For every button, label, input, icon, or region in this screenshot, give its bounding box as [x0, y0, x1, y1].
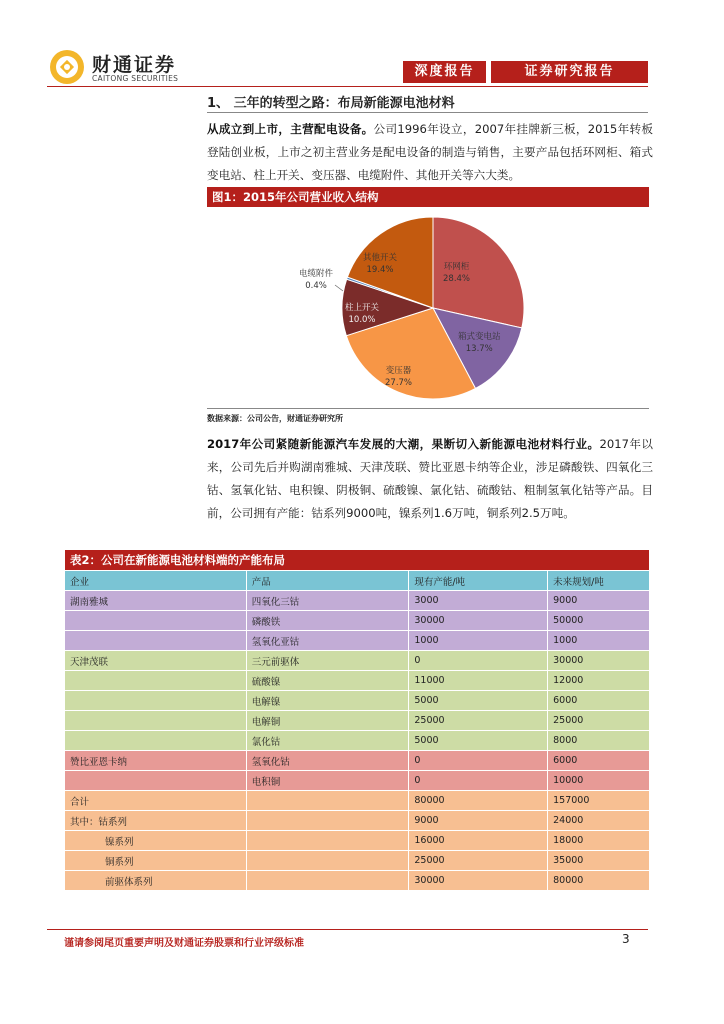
table-cell: 合计: [65, 791, 247, 811]
table-cell: [65, 731, 247, 751]
table-cell: 12000: [548, 671, 650, 691]
table-cell: 三元前驱体: [246, 651, 409, 671]
table-row: [65, 771, 650, 791]
table-cell: 天津茂联: [65, 651, 247, 671]
pie-label-pole-switch: 柱上开关 10.0%: [345, 303, 380, 325]
figure-1-title: 图1：2015年公司营业收入结构: [207, 187, 649, 207]
table-row: [65, 871, 650, 891]
table-cell: 0: [409, 751, 548, 771]
table-cell: 1000: [548, 631, 650, 651]
figure-source: 数据来源：公司公告，财通证券研究所: [207, 414, 343, 423]
table-header-row: [65, 571, 650, 591]
table-cell: 磷酸铁: [246, 611, 409, 631]
pie-label-ring-main-unit: 环网柜 28.4%: [443, 262, 471, 284]
table-cell: 24000: [548, 811, 650, 831]
page-number: 3: [622, 932, 630, 946]
company-logo: [48, 48, 188, 88]
table-row: [65, 851, 650, 871]
table-row: [65, 711, 650, 731]
caitong-logo-icon: [48, 48, 86, 86]
table-cell: [65, 711, 247, 731]
table-cell: 铜系列: [65, 851, 247, 871]
table-cell: [246, 791, 409, 811]
header-divider: [47, 86, 648, 87]
table-cell: 湖南雅城: [65, 591, 247, 611]
table-row: [65, 651, 650, 671]
table-cell: 80000: [409, 791, 548, 811]
table-cell: 电解铜: [246, 711, 409, 731]
table-cell: 氢氧化亚钴: [246, 631, 409, 651]
table-cell: [246, 811, 409, 831]
table-row: [65, 731, 650, 751]
table-row: [65, 611, 650, 631]
table-cell: 80000: [548, 871, 650, 891]
table-cell: [65, 671, 247, 691]
table-cell: 30000: [409, 871, 548, 891]
table-cell: 0: [409, 771, 548, 791]
table-cell: 5000: [409, 691, 548, 711]
table-cell: [246, 851, 409, 871]
table-cell: 0: [409, 651, 548, 671]
table-cell: [65, 631, 247, 651]
pie-label-transformer: 变压器 27.7%: [385, 366, 413, 388]
table-cell: [65, 691, 247, 711]
table-cell: 18000: [548, 831, 650, 851]
table-cell: [65, 771, 247, 791]
logo-chinese-name: 财通证券: [92, 54, 177, 76]
report-category-tab: 证券研究报告: [491, 61, 648, 83]
table-cell: 30000: [548, 651, 650, 671]
table-cell: 16000: [409, 831, 548, 851]
table-cell: 50000: [548, 611, 650, 631]
section-divider: [207, 112, 648, 113]
table-cell: 25000: [409, 851, 548, 871]
table-row: [65, 671, 650, 691]
table-header-cell: 未来规划/吨: [548, 571, 650, 591]
paragraph-1-body: 公司1996年设立，2007年挂牌新三板，2015年转板登陆创业板，上市之初主营业务是配电设备的制造与销售，主要产品包括环网柜、箱式变电站、柱上开关、变压器、电缆附件、其他开关等六大类。: [207, 122, 653, 182]
table-row: [65, 811, 650, 831]
paragraph-2: [207, 433, 653, 525]
table-header-cell: 现有产能/吨: [409, 571, 548, 591]
report-type-tab: 深度报告: [403, 61, 486, 83]
table-cell: 25000: [409, 711, 548, 731]
table-row: [65, 831, 650, 851]
table-cell: 6000: [548, 751, 650, 771]
table-cell: 镍系列: [65, 831, 247, 851]
table-title: 表2：公司在新能源电池材料端的产能布局: [65, 550, 650, 571]
table-cell: 电积铜: [246, 771, 409, 791]
table-cell: 前驱体系列: [65, 871, 247, 891]
table-cell: 6000: [548, 691, 650, 711]
table-cell: 电解镍: [246, 691, 409, 711]
table-cell: [246, 831, 409, 851]
table-cell: 10000: [548, 771, 650, 791]
table-cell: 1000: [409, 631, 548, 651]
table-header-cell: 产品: [246, 571, 409, 591]
table-row: [65, 591, 650, 611]
pie-leader-line: [335, 285, 343, 291]
figure-divider: [207, 408, 649, 409]
pie-label-box-substation: 箱式变电站 13.7%: [458, 332, 501, 354]
footer-disclaimer: 谨请参阅尾页重要声明及财通证券股票和行业评级标准: [64, 938, 304, 949]
pie-chart: [207, 207, 649, 407]
table-cell: [246, 871, 409, 891]
paragraph-2-lead: 2017年公司紧随新能源汽车发展的大潮，果断切入新能源电池材料行业。: [207, 437, 600, 451]
paragraph-1-lead: 从成立到上市，主营配电设备。: [207, 122, 374, 136]
table-cell: 其中：钴系列: [65, 811, 247, 831]
pie-label-other-switches: 其他开关 19.4%: [363, 253, 398, 275]
section-heading: 1、 三年的转型之路：布局新能源电池材料: [207, 96, 455, 111]
pie-chart-svg: [207, 207, 649, 407]
table-cell: 硫酸镍: [246, 671, 409, 691]
table-cell: 氢氧化钴: [246, 751, 409, 771]
table-cell: 四氧化三钴: [246, 591, 409, 611]
table-row: [65, 751, 650, 771]
table-cell: 30000: [409, 611, 548, 631]
pie-label-cable-accessories: 电缆附件 0.4%: [299, 269, 334, 291]
paragraph-1: [207, 118, 653, 187]
table-cell: 8000: [548, 731, 650, 751]
capacity-table: [64, 549, 650, 891]
table-cell: 9000: [548, 591, 650, 611]
table-cell: 9000: [409, 811, 548, 831]
table-cell: 氯化钴: [246, 731, 409, 751]
table-cell: 25000: [548, 711, 650, 731]
table-header-cell: 企业: [65, 571, 247, 591]
table-cell: 157000: [548, 791, 650, 811]
table-cell: 35000: [548, 851, 650, 871]
table-row: [65, 631, 650, 651]
table-row: [65, 791, 650, 811]
table-row: [65, 691, 650, 711]
table-cell: 11000: [409, 671, 548, 691]
table-cell: 3000: [409, 591, 548, 611]
paragraph-2-body: 2017年以来，公司先后并购湖南雅城、天津茂联、赞比亚恩卡纳等企业，涉足磷酸铁、四氧化三钴、氢氧化钴、电积镍、阴极铜、硫酸镍、氯化钴、硫酸钴、粗制氢氧化钴等产品。目前，公司拥有产能：钴系列9000吨，镍系列1.6万吨，铜系列2.5万吨。: [207, 437, 653, 520]
footer-divider: [47, 929, 648, 930]
table-cell: 5000: [409, 731, 548, 751]
logo-english-name: CAITONG SECURITIES: [92, 74, 179, 83]
table-cell: 赞比亚恩卡纳: [65, 751, 247, 771]
table-cell: [65, 611, 247, 631]
